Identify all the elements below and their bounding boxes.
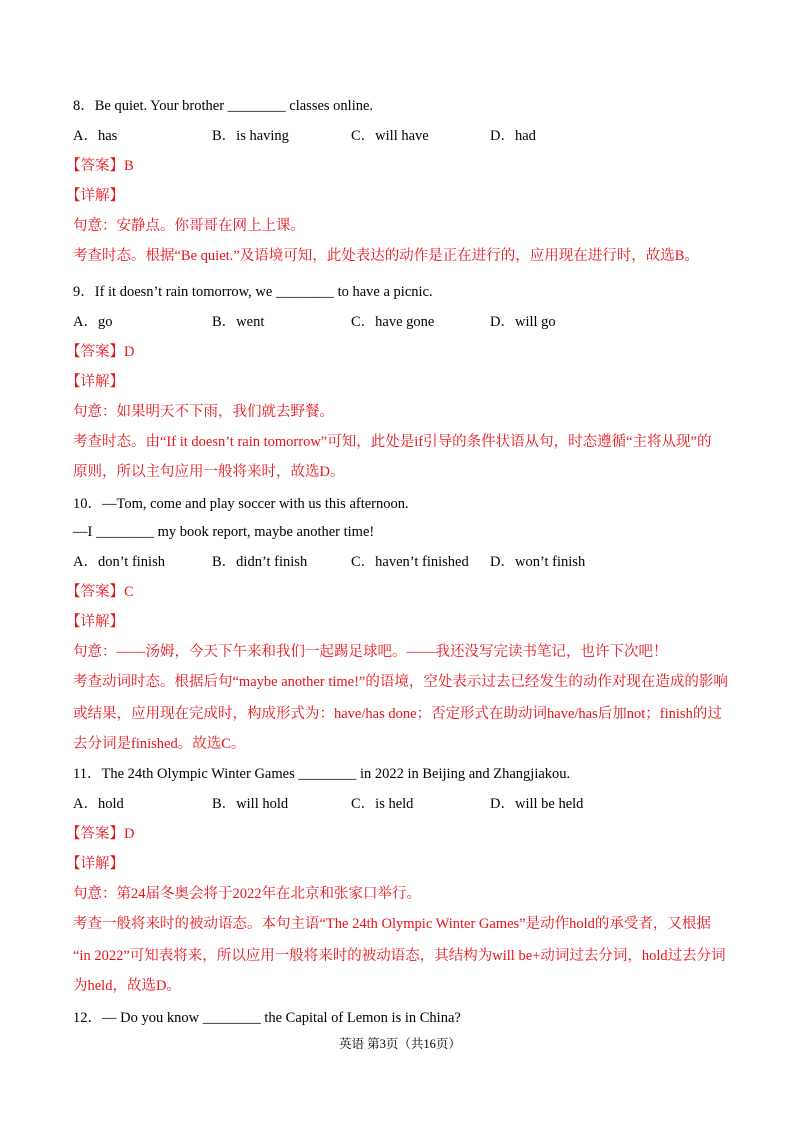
detail-label: 【详解】: [66, 188, 124, 204]
explanation-line: 或结果，应用现在完成时，构成形式为：have/has done；否定形式在助动词have/has后加not；finish的过: [73, 706, 722, 722]
explanation-line: 句意：——汤姆，今天下午来和我们一起踢足球吧。——我还没写完读书笔记，也许下次吧！: [73, 644, 668, 660]
question-9-stem: 9．If it doesn’t rain tomorrow, we ________ to have a picnic.: [73, 284, 433, 300]
answer-label: 【答案】D: [66, 344, 135, 360]
option-c: C．haven’t finished: [351, 554, 469, 570]
question-10-stem-line2: —I ________ my book report, maybe another time!: [73, 524, 375, 540]
explanation-line: 考查一般将来时的被动语态。本句主语“The 24th Olympic Winter Games”是动作hold的承受者，又根据: [73, 916, 711, 932]
option-c: C．will have: [351, 128, 429, 144]
explanation-line: 句意：安静点。你哥哥在网上上课。: [73, 218, 305, 234]
option-d: D．won’t finish: [490, 554, 586, 570]
option-a: A．don’t finish: [73, 554, 165, 570]
option-c: C．is held: [351, 796, 414, 812]
option-d: D．will be held: [490, 796, 584, 812]
option-d: D．will go: [490, 314, 556, 330]
explanation-line: 考查时态。由“If it doesn’t rain tomorrow”可知，此处是if引导的条件状语从句，时态遵循“主将从现”的: [73, 434, 712, 450]
option-b: B．went: [212, 314, 265, 330]
option-c: C．have gone: [351, 314, 435, 330]
page-footer: 英语 第3页（共16页）: [339, 1037, 461, 1051]
explanation-line: 考查动词时态。根据后句“maybe another time!”的语境，空处表示过去已经发生的动作对现在造成的影响: [73, 674, 728, 690]
detail-label: 【详解】: [66, 614, 124, 630]
detail-label: 【详解】: [66, 374, 124, 390]
answer-label: 【答案】D: [66, 826, 135, 842]
option-b: B．will hold: [212, 796, 289, 812]
explanation-line: 为held，故选D。: [73, 978, 181, 994]
option-a: A．go: [73, 314, 113, 330]
option-a: A．hold: [73, 796, 124, 812]
explanation-line: 考查时态。根据“Be quiet.”及语境可知，此处表达的动作是正在进行的，应用现在进行时，故选B。: [73, 248, 699, 264]
option-d: D．had: [490, 128, 536, 144]
explanation-line: “in 2022”可知表将来，所以应用一般将来时的被动语态，其结构为will be+动词过去分词，hold过去分词: [73, 948, 726, 964]
option-b: B．didn’t finish: [212, 554, 308, 570]
answer-label: 【答案】B: [66, 158, 134, 174]
question-10-stem: 10．—Tom, come and play soccer with us this afternoon.: [73, 496, 409, 512]
answer-label: 【答案】C: [66, 584, 134, 600]
explanation-line: 去分词是finished。故选C。: [73, 736, 246, 752]
option-a: A．has: [73, 128, 118, 144]
question-12-stem: 12．— Do you know ________ the Capital of Lemon is in China?: [73, 1010, 461, 1026]
question-11-stem: 11．The 24th Olympic Winter Games ________ in 2022 in Beijing and Zhangjiakou.: [73, 766, 571, 782]
option-b: B．is having: [212, 128, 289, 144]
detail-label: 【详解】: [66, 856, 124, 872]
question-8-stem: 8．Be quiet. Your brother ________ classes online.: [73, 98, 374, 114]
explanation-line: 句意：第24届冬奥会将于2022年在北京和张家口举行。: [73, 886, 421, 902]
explanation-line: 句意：如果明天不下雨，我们就去野餐。: [73, 404, 334, 420]
explanation-line: 原则，所以主句应用一般将来时，故选D。: [73, 464, 345, 480]
